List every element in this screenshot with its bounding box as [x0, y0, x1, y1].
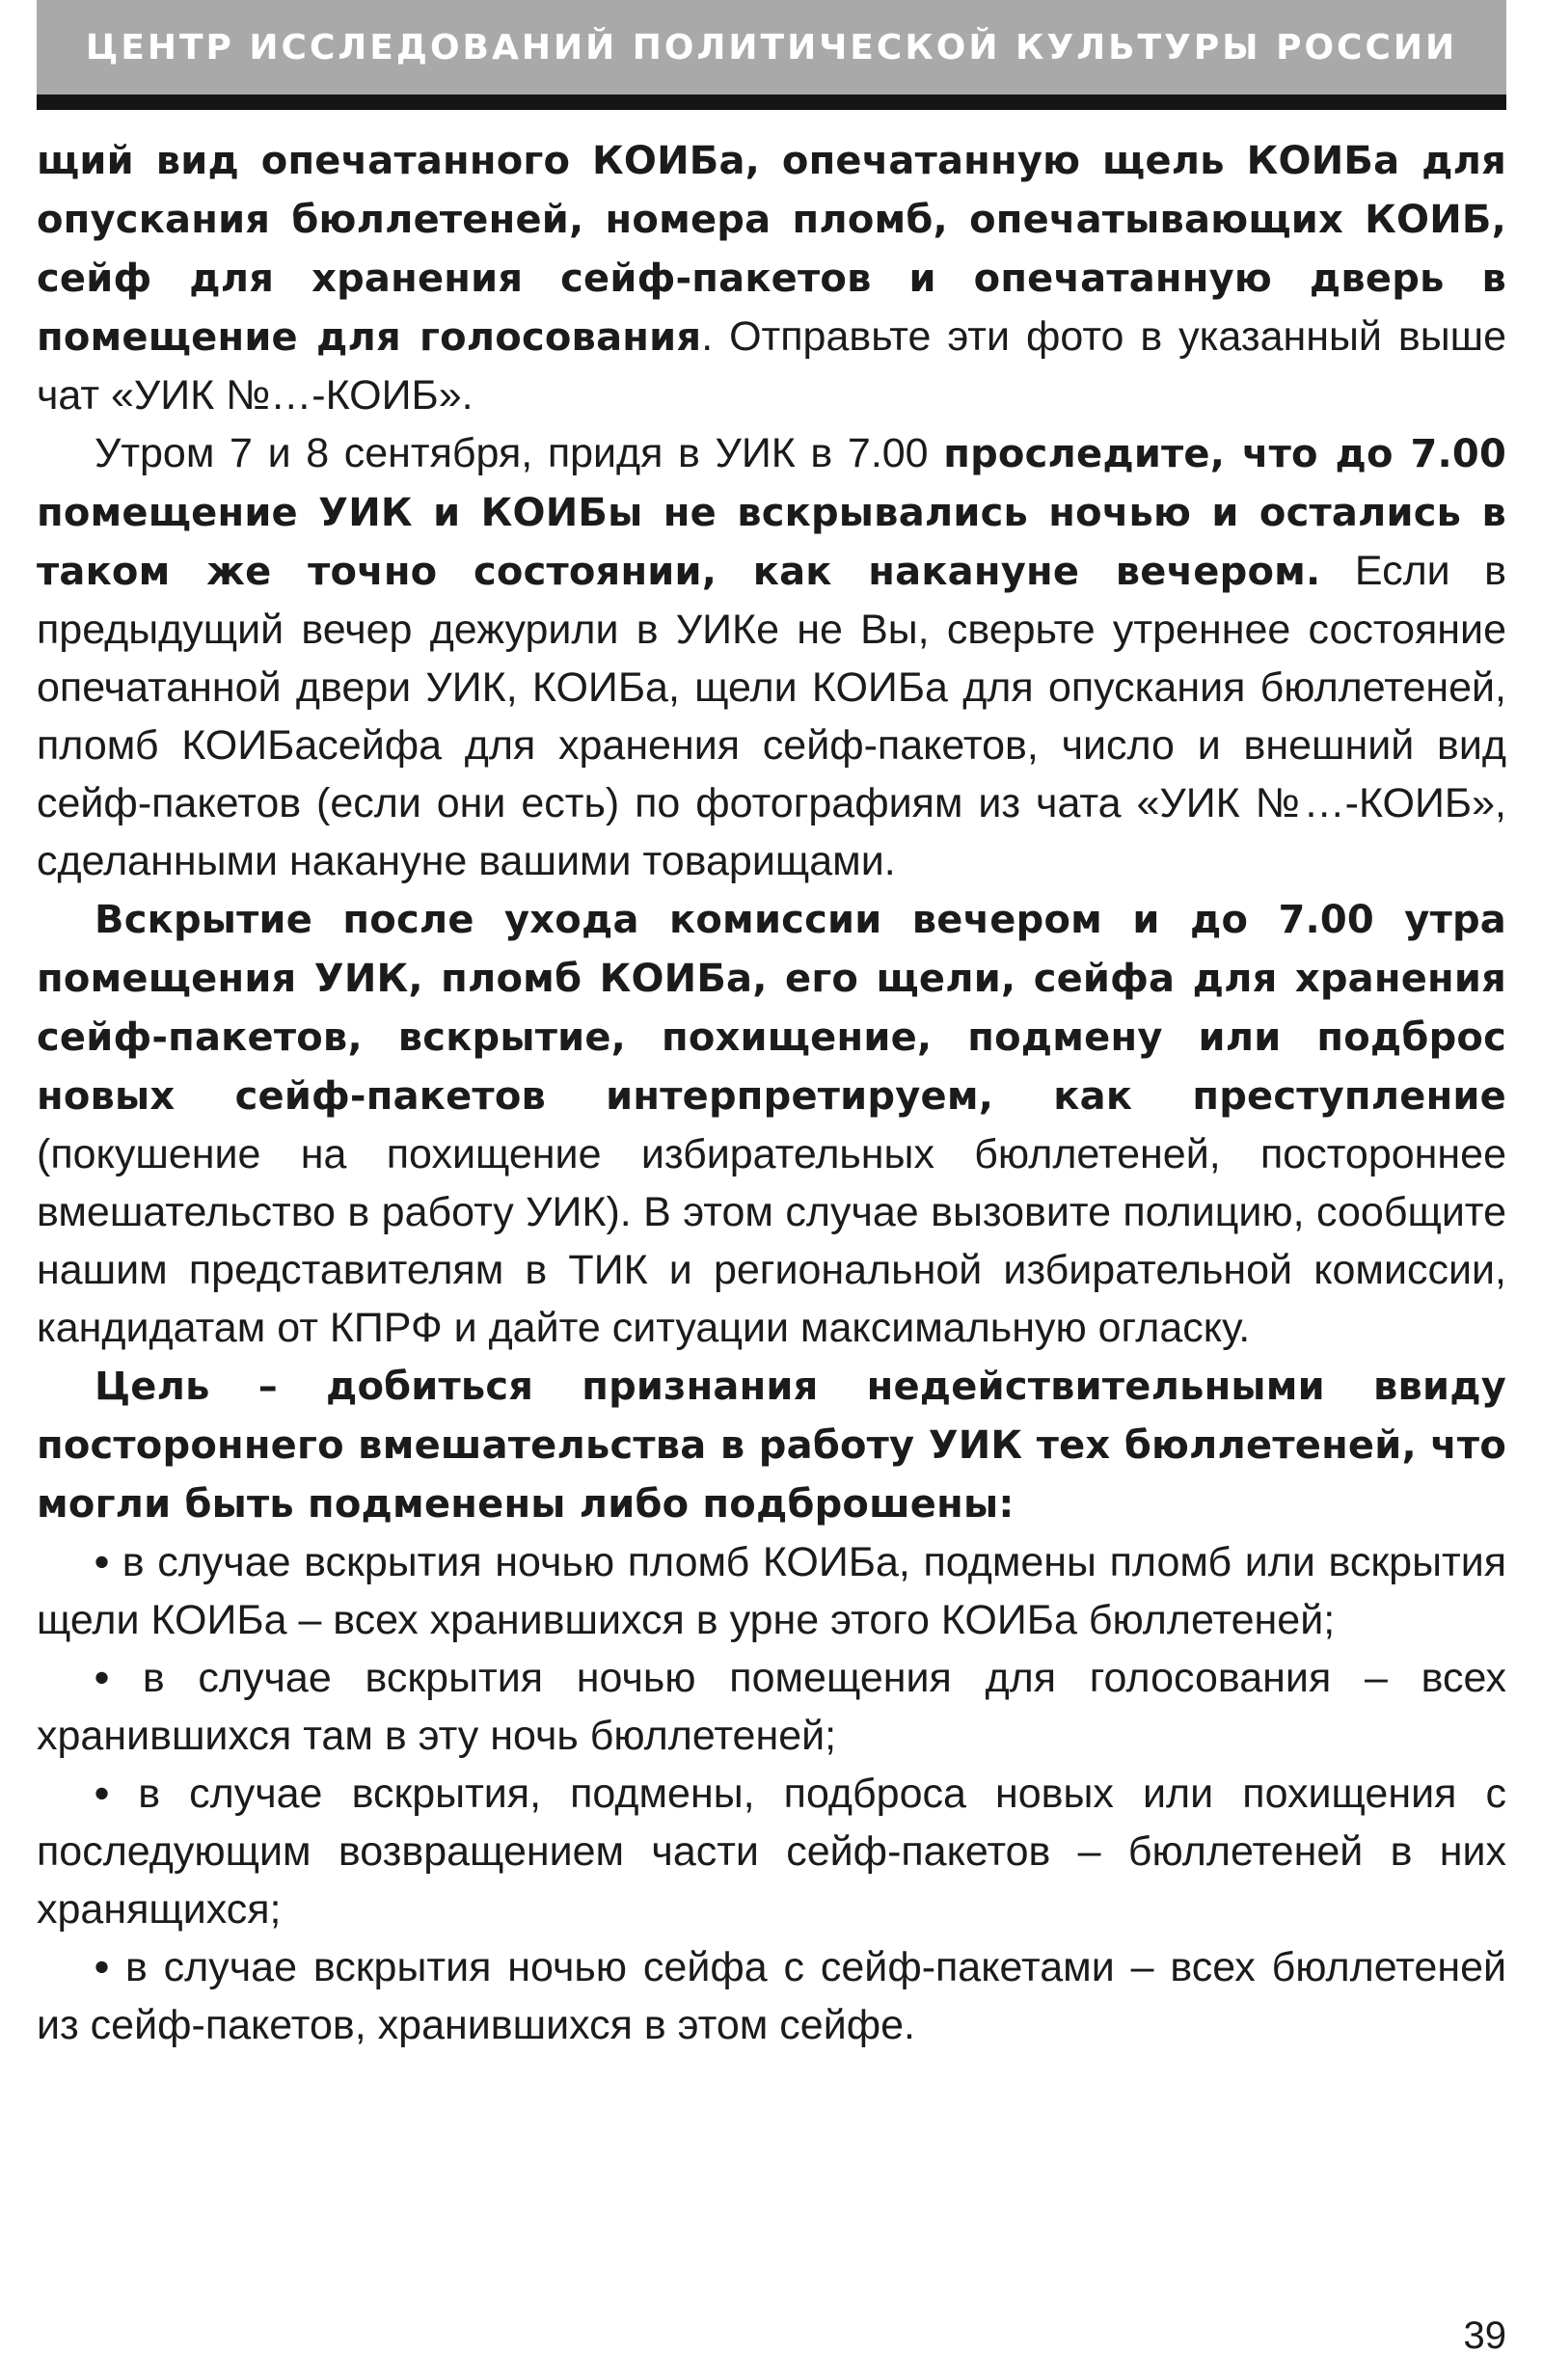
bullet-text: в случае вскрытия ночью помещения для голосования – всех хранившихся там в эту ночь бюллетеней;	[37, 1655, 1506, 1759]
bullet-icon: •	[95, 1539, 110, 1585]
paragraph-2	[37, 424, 1506, 890]
paragraph-1-bold: щий вид опечатанного КОИБа, опечатанную щель КОИБа для опускания бюллетеней, номера пломб, опечатывающих КОИБ, сейф для хранения сейф-пакетов и опечатанную дверь в помещение для голосования	[37, 139, 1506, 360]
running-header	[37, 0, 1506, 95]
paragraph-3	[37, 890, 1506, 1357]
bullet-text: в случае вскрытия, подмены, подброса новых или похищения с последующим возвращением части сейф-пакетов – бюллетеней в них хранящихся;	[37, 1771, 1506, 1933]
page-body	[37, 131, 1506, 2054]
bullet-icon: •	[95, 1771, 110, 1817]
header-title: ЦЕНТР ИССЛЕДОВАНИЙ ПОЛИТИЧЕСКОЙ КУЛЬТУРЫ РОССИИ	[85, 27, 1458, 68]
paragraph-2-bold: проследите, что до 7.00 помещение УИК и КОИБы не вскрывались ночью и остались в таком же точно состоянии, как накануне вечером.	[37, 432, 1506, 594]
bullet-icon: •	[95, 1944, 110, 1990]
bullet-item	[37, 1938, 1506, 2054]
page-number: 39	[1463, 2314, 1506, 2357]
paragraph-3-bold: Вскрытие после ухода комиссии вечером и до 7.00 утра помещения УИК, пломб КОИБа, его щели, сейфа для хранения сейф-пакетов, вскрытие, похищение, подмену или подброс новых сейф-пакетов интерпретируем, как преступление	[37, 898, 1506, 1119]
paragraph-1	[37, 131, 1506, 424]
bullet-item	[37, 1765, 1506, 1938]
bullet-item	[37, 1533, 1506, 1649]
bullet-item	[37, 1649, 1506, 1765]
bullet-icon: •	[95, 1655, 110, 1701]
bullet-text: в случае вскрытия ночью пломб КОИБа, подмены пломб или вскрытия щели КОИБа – всех хранившихся в урне этого КОИБа бюллетеней;	[37, 1539, 1506, 1643]
paragraph-4	[37, 1357, 1506, 1533]
header-divider	[37, 95, 1506, 110]
paragraph-4-bold: Цель – добиться признания недействительными ввиду постороннего вмешательства в работу УИК тех бюллетеней, что могли быть подменены либо подброшены:	[37, 1365, 1506, 1527]
paragraph-3-text: (покушение на похищение избирательных бюллетеней, постороннее вмешательство в работу УИК). В этом случае вызовите полицию, сообщите нашим представителям в ТИК и региональной избирательной комиссии, кандидатам от КПРФ и дайте ситуации максимальную огласку.	[37, 1131, 1506, 1351]
paragraph-2-text-end: Если в предыдущий вечер дежурили в УИКе не Вы, сверьте утреннее состояние опечатанной двери УИК, КОИБа, щели КОИБа для опускания бюллетеней, пломб КОИБасейфа для хранения сейф-пакетов, число и внешний вид сейф-пакетов (если они есть) по фотографиям из чата «УИК №…-КОИБ», сделанными накануне вашими товарищами.	[37, 548, 1506, 884]
paragraph-1-text: . Отправьте эти фото в указанный выше чат «УИК №…-КОИБ».	[37, 313, 1507, 419]
paragraph-2-text-start: Утром 7 и 8 сентября, придя в УИК в 7.00	[95, 430, 944, 476]
bullet-text: в случае вскрытия ночью сейфа с сейф-пакетами – всех бюллетеней из сейф-пакетов, хранившихся в этом сейфе.	[37, 1944, 1507, 2048]
